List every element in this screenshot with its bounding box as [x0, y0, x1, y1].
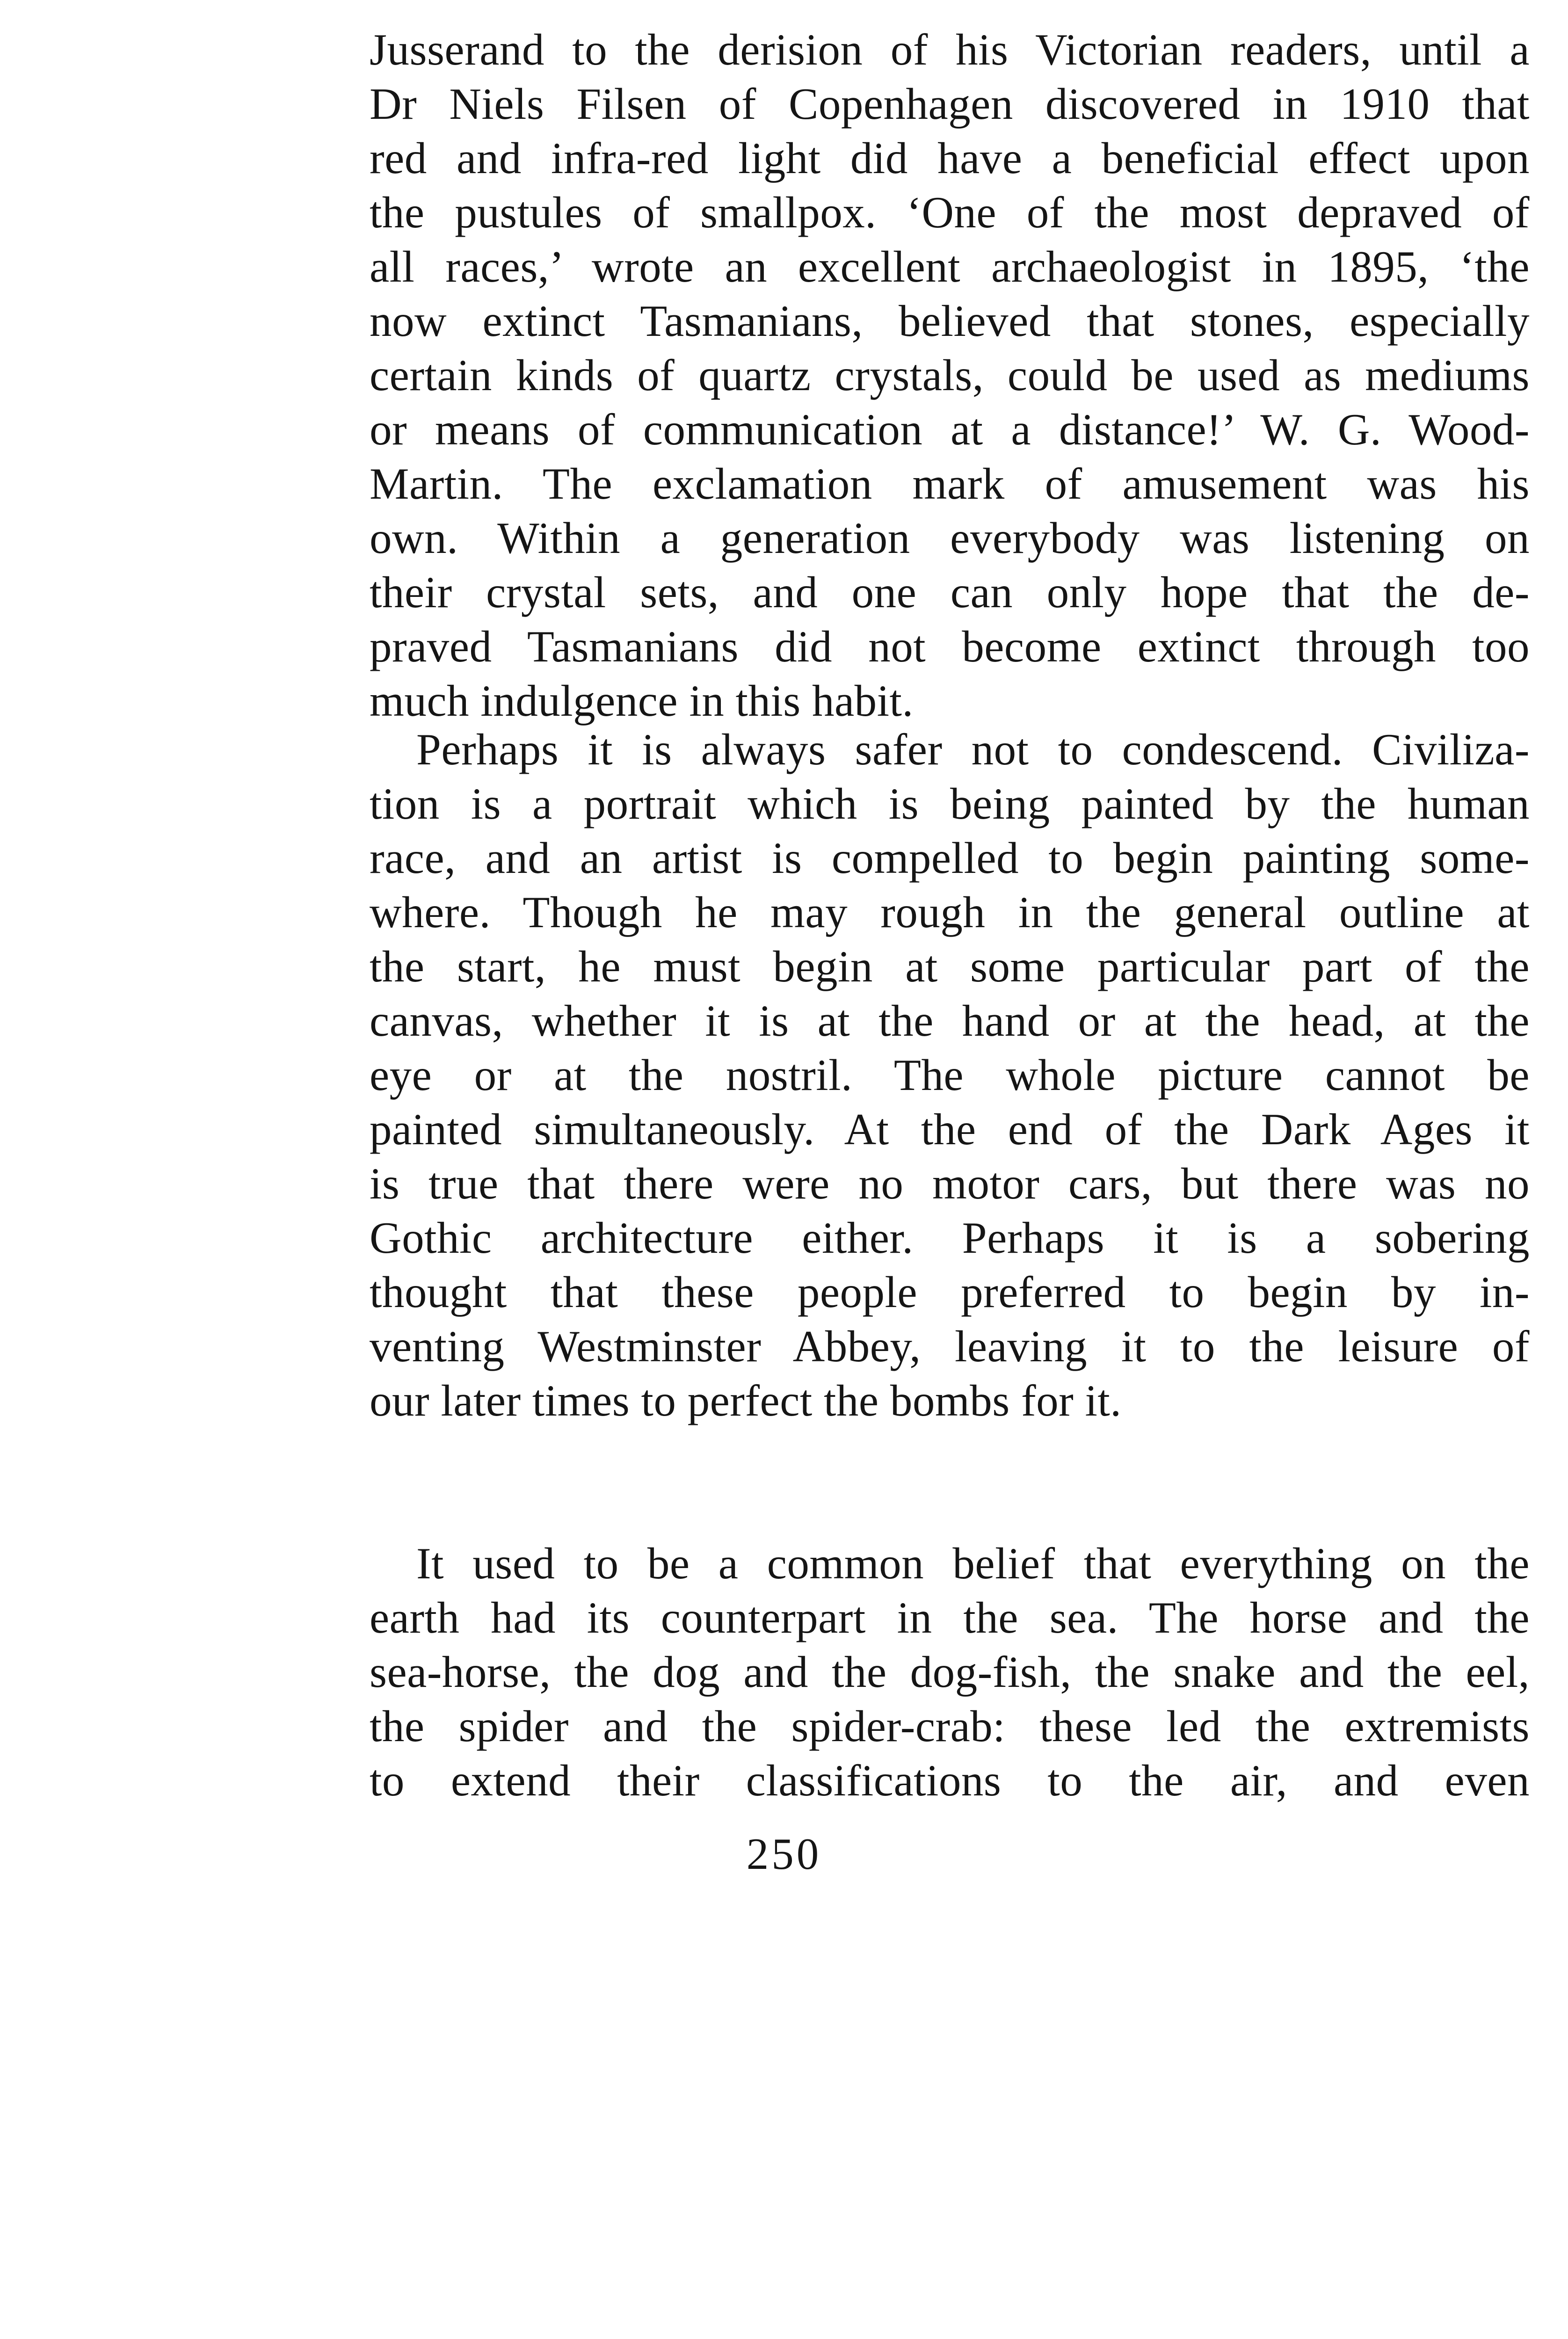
text-line: race, and an artist is compelled to begin painting some- [370, 833, 1530, 883]
text-line: own. Within a generation everybody was listening on [370, 513, 1530, 563]
text-line: painted simultaneously. At the end of the Dark Ages it [370, 1104, 1530, 1154]
text-line: is true that there were no motor cars, but there was no [370, 1159, 1530, 1208]
text-line: thought that these people preferred to begin by in- [370, 1267, 1530, 1317]
paragraph-3 [370, 1536, 1530, 1808]
text-line: the pustules of smallpox. ‘One of the most depraved of [370, 188, 1530, 237]
text-line: sea-horse, the dog and the dog-fish, the snake and the eel, [370, 1647, 1530, 1697]
paragraph-1 [370, 22, 1530, 728]
text-line: Dr Niels Filsen of Copenhagen discovered in 1910 that [370, 79, 1530, 129]
text-line: to extend their classifications to the air, and even [370, 1756, 1530, 1805]
text-line: It used to be a common belief that everything on the [416, 1539, 1530, 1588]
text-line: Perhaps it is always safer not to condescend. Civiliza- [416, 725, 1530, 774]
text-line: the spider and the spider-crab: these led the extremists [370, 1701, 1530, 1751]
text-line: venting Westminster Abbey, leaving it to the leisure of [370, 1322, 1530, 1371]
text-line: earth had its counterpart in the sea. The horse and the [370, 1593, 1530, 1642]
text-line: certain kinds of quartz crystals, could be used as mediums [370, 350, 1530, 400]
text-line: tion is a portrait which is being painted by the human [370, 779, 1530, 828]
text-line: or means of communication at a distance!’ W. G. Wood- [370, 405, 1530, 454]
text-line: Gothic architecture either. Perhaps it is a sobering [370, 1213, 1530, 1263]
text-line: their crystal sets, and one can only hope that the de- [370, 567, 1530, 617]
text-line: where. Though he may rough in the general outline at [370, 887, 1530, 937]
text-line: our later times to perfect the bombs for it. [370, 1376, 1122, 1425]
text-line: now extinct Tasmanians, believed that stones, especially [370, 296, 1530, 346]
text-line: praved Tasmanians did not become extinct through too [370, 622, 1530, 671]
paragraph-2 [370, 722, 1530, 1428]
page-number: 250 [746, 1829, 822, 1879]
text-line: Jusserand to the derision of his Victorian readers, until a [370, 25, 1530, 74]
text-line: all races,’ wrote an excellent archaeologist in 1895, ‘the [370, 242, 1530, 291]
text-line: Martin. The exclamation mark of amusement was his [370, 459, 1530, 508]
text-line: red and infra-red light did have a beneficial effect upon [370, 133, 1530, 183]
text-line: the start, he must begin at some particular part of the [370, 942, 1530, 991]
text-line: eye or at the nostril. The whole picture cannot be [370, 1050, 1530, 1100]
text-line: much indulgence in this habit. [370, 676, 914, 726]
text-line: canvas, whether it is at the hand or at the head, at the [370, 996, 1530, 1046]
